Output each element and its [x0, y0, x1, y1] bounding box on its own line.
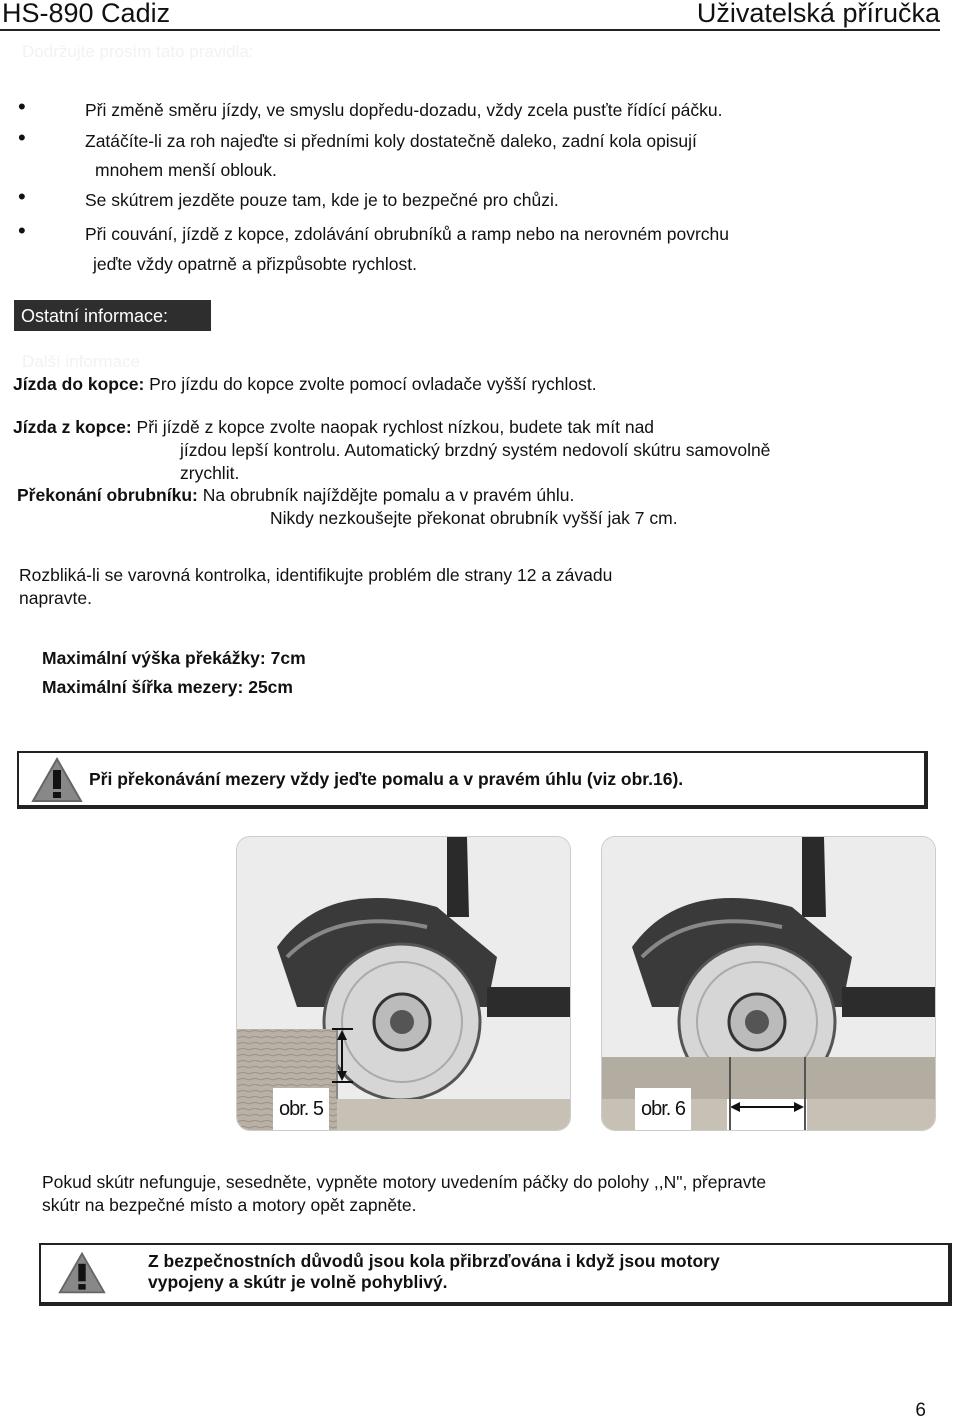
curb-info-line2: Nikdy nezkoušejte překonat obrubník vyšší jak 7 cm. — [270, 508, 678, 528]
brake-warning-box — [39, 1243, 952, 1306]
warning-light-text-2: napravte. — [19, 588, 92, 608]
section-heading: Ostatní informace: — [14, 300, 211, 331]
uphill-info: Jízda do kopce: Pro jízdu do kopce zvolte pomocí ovladače vyšší rychlost. — [13, 374, 597, 394]
bullet-dot: • — [18, 125, 26, 150]
page-number: 6 — [915, 1400, 926, 1421]
manual-model-title: HS-890 Cadiz — [2, 0, 171, 28]
downhill-info-line2: jízdou lepší kontrolu. Automatický brzdný systém nedovolí skútru samovolně — [180, 440, 771, 460]
malfunction-text-2: skútr na bezpečné místo a motory opět zapněte. — [42, 1195, 417, 1215]
figure-gap — [601, 836, 936, 1131]
curb-info: Překonání obrubníku: Na obrubník najíždějte pomalu a v pravém úhlu. — [17, 485, 575, 505]
gap-warning-box — [17, 751, 928, 809]
ghost-rules-heading: Dodržujte prosím tato pravidla: — [22, 42, 254, 61]
max-gap-width: Maximální šířka mezery: 25cm — [42, 677, 293, 697]
warning-light-text: Rozbliká-li se varovná kontrolka, identifikujte problém dle strany 12 a závadu — [19, 565, 613, 585]
figure-curb — [236, 836, 571, 1131]
manual-title: Uživatelská příručka — [696, 0, 940, 28]
malfunction-text: Pokud skútr nefunguje, sesedněte, vypněte motory uvedením páčky do polohy ,,N", přepravte — [42, 1172, 767, 1192]
header-rule — [0, 29, 940, 31]
figure-label: obr. 6 — [635, 1088, 691, 1130]
downhill-info: Jízda z kopce: Při jízdě z kopce zvolte naopak rychlost nízkou, budete tak mít nad — [13, 417, 655, 437]
scooter-curb-illustration — [237, 837, 570, 1130]
figure-label: obr. 5 — [273, 1088, 329, 1130]
brake-warning-text-2: vypojeny a skútr je volně pohyblivý. — [148, 1272, 448, 1292]
brake-warning-text: Z bezpečnostních důvodů jsou kola přibrzďována i když jsou motory — [148, 1251, 720, 1271]
ghost-section-heading: Další informace — [22, 352, 141, 371]
list-item-continuation: mnohem menší oblouk. — [95, 160, 277, 180]
warning-triangle-icon — [58, 1251, 106, 1295]
bullet-dot: • — [18, 94, 26, 119]
downhill-info-line3: zrychlit. — [180, 463, 240, 483]
bullet-dot: • — [18, 184, 26, 209]
max-obstacle-height: Maximální výška překážky: 7cm — [42, 648, 306, 668]
warning-triangle-icon — [31, 757, 83, 803]
list-item-continuation: jeďte vždy opatrně a přizpůsobte rychlost. — [93, 254, 417, 274]
bullet-dot: • — [18, 218, 26, 243]
gap-warning-text: Při překonávání mezery vždy jeďte pomalu a v pravém úhlu (viz obr.16). — [89, 769, 684, 789]
scooter-gap-illustration — [602, 837, 935, 1130]
